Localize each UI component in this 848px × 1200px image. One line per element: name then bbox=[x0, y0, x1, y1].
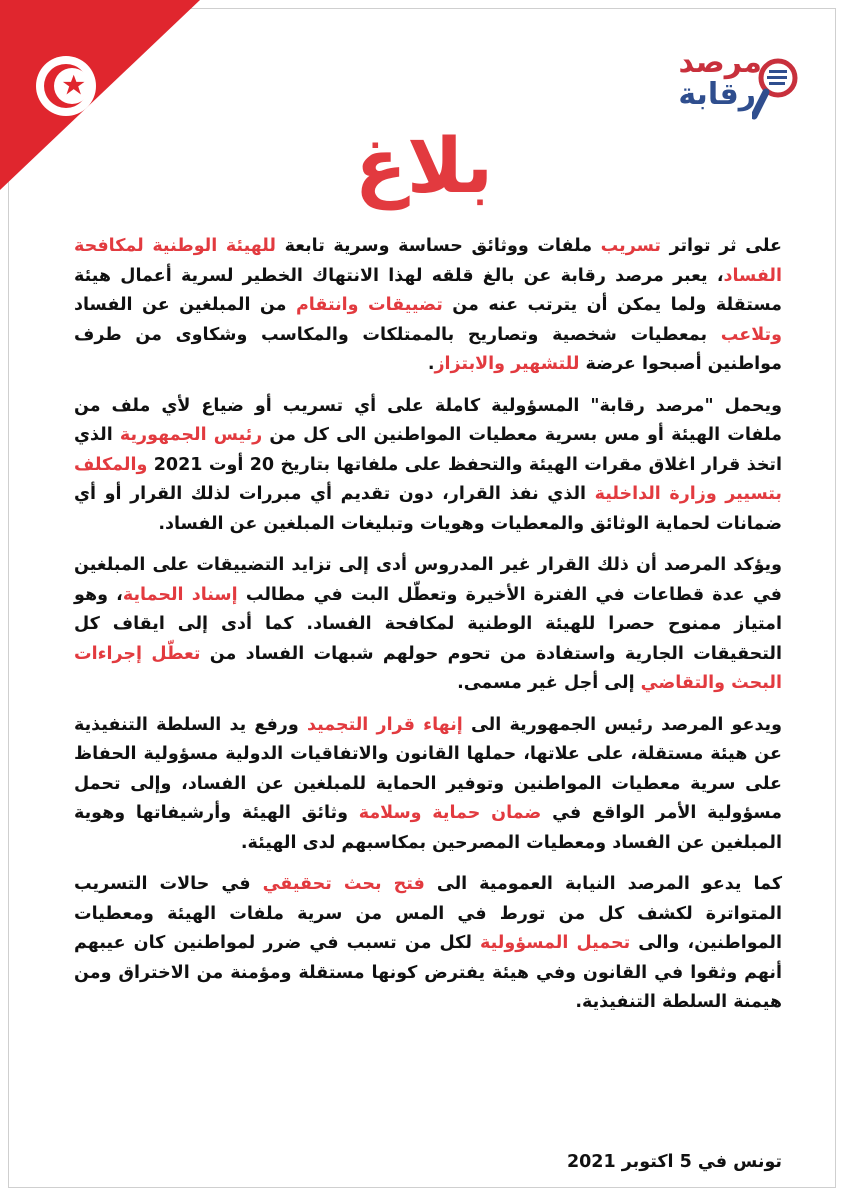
highlighted-text: فتح بحث تحقيقي bbox=[262, 874, 425, 894]
highlighted-text: والمكلف بتسيير وزارة الداخلية bbox=[74, 454, 782, 504]
text-segment: كما يدعو المرصد النيابة العمومية الى bbox=[424, 874, 782, 894]
text-segment: الذي نفذ القرار، دون تقديم أي مبررات لذلك القرار أو أي ضمانات لحماية الوثائق والمعطيات وهويات وتبليغات المبلغين عن الفساد. bbox=[74, 484, 782, 534]
highlighted-text: إسناد الحماية bbox=[122, 584, 238, 605]
magnifier-icon bbox=[752, 56, 800, 126]
paragraph bbox=[74, 711, 782, 859]
logo-line1: مرصد bbox=[678, 45, 762, 80]
highlighted-text: وتلاعب bbox=[720, 324, 782, 345]
text-segment: ، وهو امتياز ممنوح حصرا للهيئة الوطنية لمكافحة الفساد. كما أدى إلى ايقاف كل التحقيقات الجارية واستفادة من تحوم حولهم شبهات الفساد من bbox=[74, 584, 782, 664]
highlighted-text: رئيس الجمهورية bbox=[119, 425, 263, 445]
date-line: تونس في 5 اكتوبر 2021 bbox=[566, 1152, 782, 1172]
paragraph bbox=[74, 551, 782, 699]
text-segment: بمعطيات شخصية وتصاريح بالممتلكات والمكاسب وشكاوى من طرف مواطنين أصبحوا عرضة bbox=[74, 324, 782, 374]
highlighted-text: تضييقات وانتقام bbox=[295, 295, 443, 315]
paragraph bbox=[74, 870, 782, 1018]
text-segment: ورفع يد السلطة التنفيذية عن هيئة مستقلة، على علاتها، حملها القانون والاتفاقيات الدولية مسؤولية الحفاظ على سرية معطيات المواطنين وتوفير الحماية للمبلغين عن الفساد، وإلى تحمل مسؤولية الأمر الواقع في bbox=[74, 714, 783, 823]
text-segment: لكل من تسبب في ضرر لمواطنين كان عيبهم أنهم وثقوا في القانون وفي هيئة يفترض كونها مستقلة ومؤمنة من الاختراق ومن هيمنة السلطة التنفيذية. bbox=[74, 933, 782, 1012]
text-segment: ويحمل "مرصد رقابة" المسؤولية كاملة على أي تسريب أو ضياع لأي ملف من ملفات الهيئة أو مس بسرية معطيات المواطنين الى كل من bbox=[74, 395, 782, 445]
text-segment: من المبلغين عن الفساد bbox=[74, 295, 296, 315]
text-segment: ويدعو المرصد رئيس الجمهورية الى bbox=[462, 714, 783, 735]
text-segment: ويؤكد المرصد أن ذلك القرار غير المدروس أدى إلى تزايد التضييقات على المبلغين في عدة قطاعات في الفترة الأخيرة وتعطّل البت في مطالب bbox=[74, 555, 783, 605]
highlighted-text: للتشهير والابتزاز bbox=[434, 354, 580, 374]
paragraph bbox=[74, 392, 782, 540]
text-segment: إلى أجل غير مسمى. bbox=[457, 673, 641, 693]
text-segment: ملفات ووثائق حساسة وسرية تابعة bbox=[276, 236, 601, 256]
highlighted-text: إنهاء قرار التجميد bbox=[306, 714, 463, 735]
text-segment: على ثر تواتر bbox=[661, 236, 783, 256]
highlighted-text: تعطّل إجراءات البحث والتقاضي bbox=[74, 643, 782, 693]
page-title: بلاغ bbox=[354, 121, 494, 210]
text-segment: في حالات التسريب المتواترة لكشف كل من تورط في المس من سرية ملفات الهيئة ومعطيات المواطنين، والى bbox=[74, 874, 782, 953]
text-segment: وثائق الهيئة وأرشيفاتها وهوية المبلغين عن الفساد ومعطيات المصرحين بمكاسبهم لدى الهيئة. bbox=[74, 803, 782, 853]
text-segment: ، يعبر مرصد رقابة عن بالغ قلقه لهذا الانتهاك الخطير لسرية أعمال هيئة مستقلة ولما يمكن أن يترتب عنه من bbox=[74, 265, 782, 315]
logo-line2: رقابة bbox=[678, 77, 756, 112]
highlighted-text: تسريب bbox=[600, 236, 662, 256]
paragraph bbox=[74, 232, 782, 380]
statement-body bbox=[74, 232, 782, 1030]
text-segment: الذي اتخذ قرار اغلاق مقرات الهيئة والتحفظ على ملفاتها بتاريخ 20 أوت 2021 bbox=[74, 425, 782, 475]
highlighted-text: للهيئة الوطنية لمكافحة الفساد bbox=[74, 236, 782, 286]
logo bbox=[660, 45, 800, 126]
text-segment: . bbox=[427, 354, 435, 374]
highlighted-text: ضمان حماية وسلامة bbox=[358, 803, 542, 823]
highlighted-text: تحميل المسؤولية bbox=[480, 933, 631, 953]
